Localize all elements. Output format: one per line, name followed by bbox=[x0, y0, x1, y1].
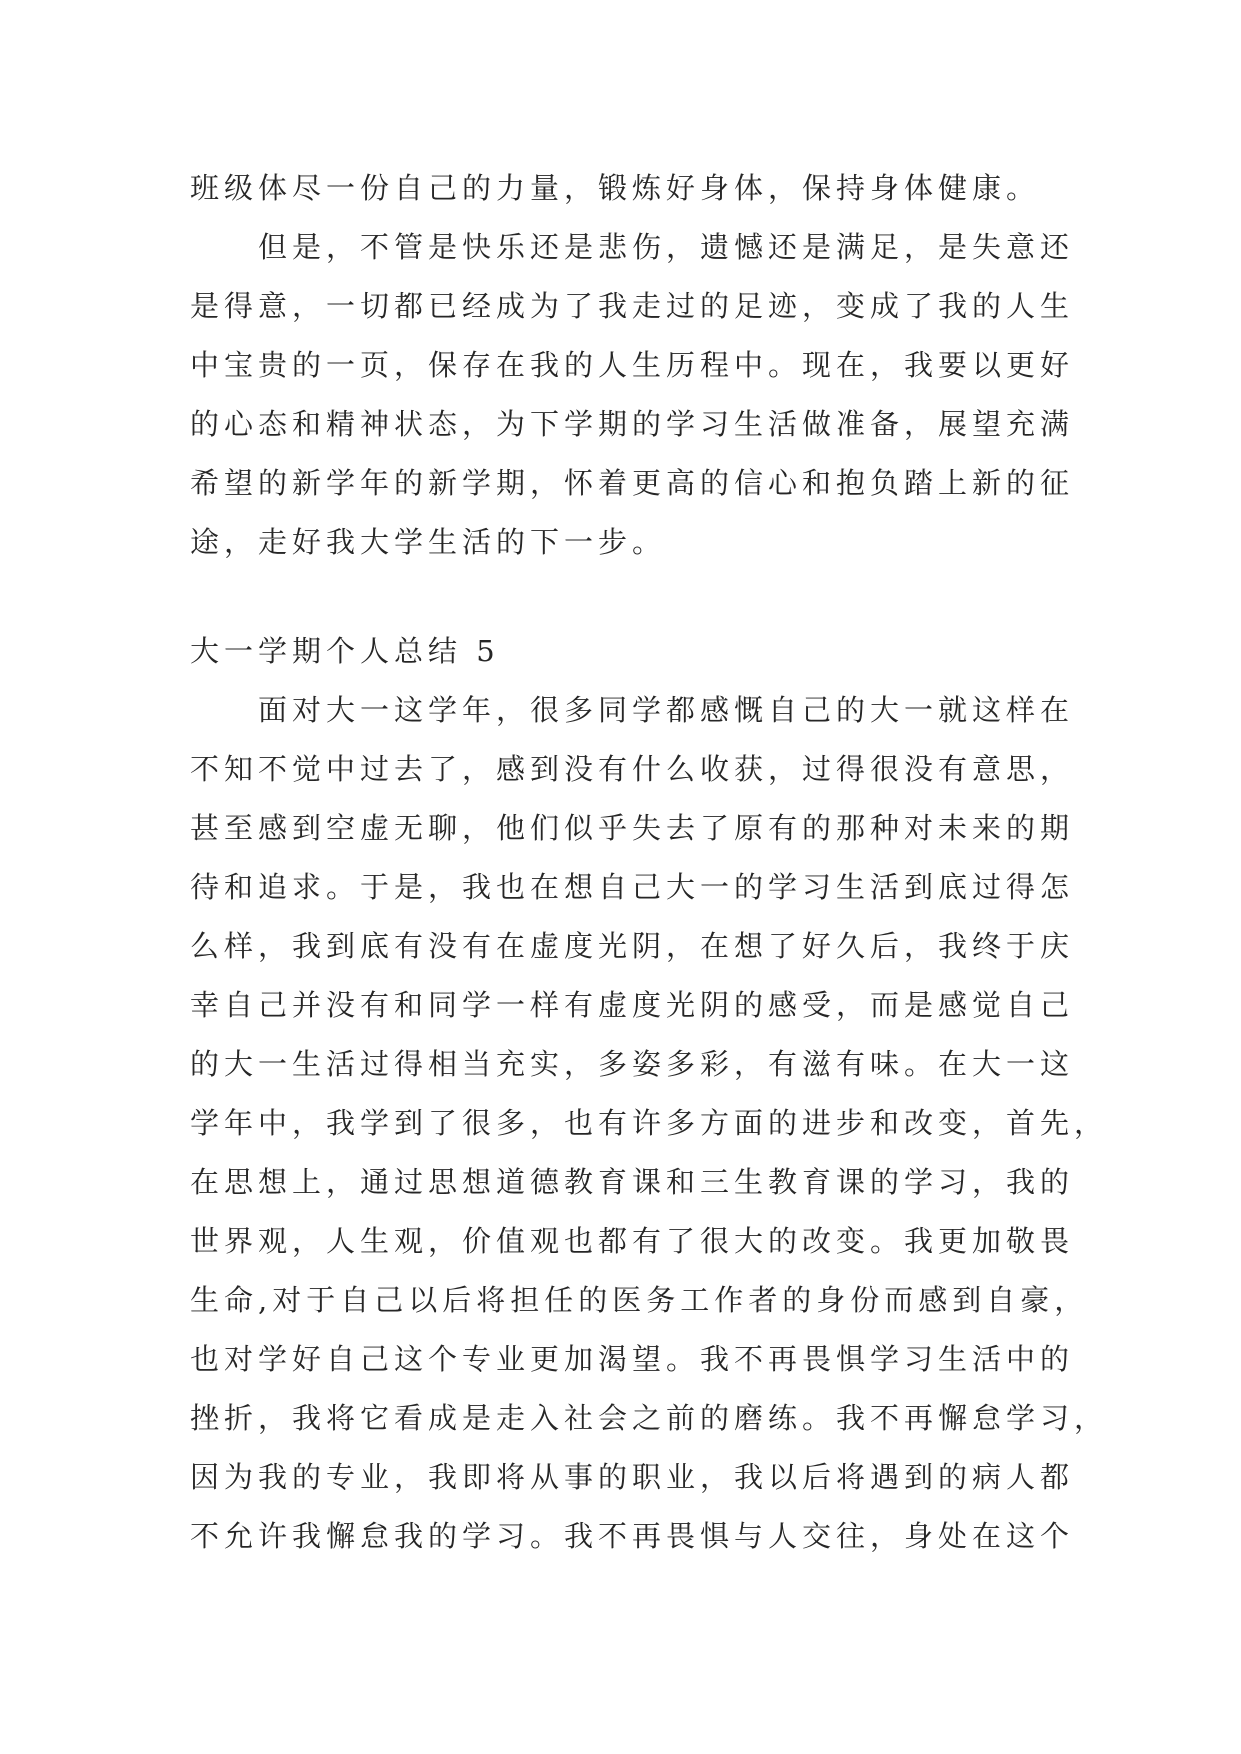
text-block-top bbox=[190, 159, 1075, 572]
paragraph-3-line: 学年中，我学到了很多，也有许多方面的进步和改变，首先， bbox=[190, 1106, 1109, 1140]
paragraph-3-line: 幸自己并没有和同学一样有虚度光阴的感受，而是感觉自己 bbox=[190, 988, 1075, 1022]
paragraph-1-line: 班级体尽一份自己的力量，锻炼好身体，保持身体健康。 bbox=[190, 171, 1041, 205]
paragraph-2-line: 希望的新学年的新学期，怀着更高的信心和抱负踏上新的征 bbox=[190, 466, 1075, 500]
paragraph-3-line: 挫折，我将它看成是走入社会之前的磨练。我不再懈怠学习， bbox=[190, 1401, 1109, 1435]
section-heading: 大一学期个人总结 5 bbox=[190, 634, 500, 668]
paragraph-2-line: 中宝贵的一页，保存在我的人生历程中。现在，我要以更好 bbox=[190, 348, 1075, 382]
paragraph-2-line: 但是，不管是快乐还是悲伤，遗憾还是满足，是失意还 bbox=[258, 230, 1075, 264]
paragraph-2-line: 途，走好我大学生活的下一步。 bbox=[190, 525, 667, 559]
paragraph-2-line: 是得意，一切都已经成为了我走过的足迹，变成了我的人生 bbox=[190, 289, 1075, 323]
paragraph-3-line: 因为我的专业，我即将从事的职业，我以后将遇到的病人都 bbox=[190, 1460, 1075, 1494]
paragraph-2-line: 的心态和精神状态，为下学期的学习生活做准备，展望充满 bbox=[190, 407, 1075, 441]
paragraph-3-line: 不知不觉中过去了，感到没有什么收获，过得很没有意思， bbox=[190, 752, 1075, 786]
paragraph-3-line: 么样，我到底有没有在虚度光阴，在想了好久后，我终于庆 bbox=[190, 929, 1075, 963]
paragraph-3-line: 也对学好自己这个专业更加渴望。我不再畏惧学习生活中的 bbox=[190, 1342, 1075, 1376]
paragraph-3-line: 生命,对于自己以后将担任的医务工作者的身份而感到自豪， bbox=[190, 1283, 1089, 1317]
paragraph-3-line: 的大一生活过得相当充实，多姿多彩，有滋有味。在大一这 bbox=[190, 1047, 1075, 1081]
paragraph-3-line: 面对大一这学年，很多同学都感慨自己的大一就这样在 bbox=[258, 693, 1075, 727]
paragraph-3-line: 不允许我懈怠我的学习。我不再畏惧与人交往，身处在这个 bbox=[190, 1519, 1075, 1553]
paragraph-3-line: 世界观，人生观，价值观也都有了很大的改变。我更加敬畏 bbox=[190, 1224, 1075, 1258]
paragraph-3-line: 在思想上，通过思想道德教育课和三生教育课的学习，我的 bbox=[190, 1165, 1075, 1199]
text-block-section-5 bbox=[190, 622, 1109, 1566]
paragraph-3-line: 甚至感到空虚无聊，他们似乎失去了原有的那种对未来的期 bbox=[190, 811, 1075, 845]
paragraph-3-line: 待和追求。于是，我也在想自己大一的学习生活到底过得怎 bbox=[190, 870, 1075, 904]
